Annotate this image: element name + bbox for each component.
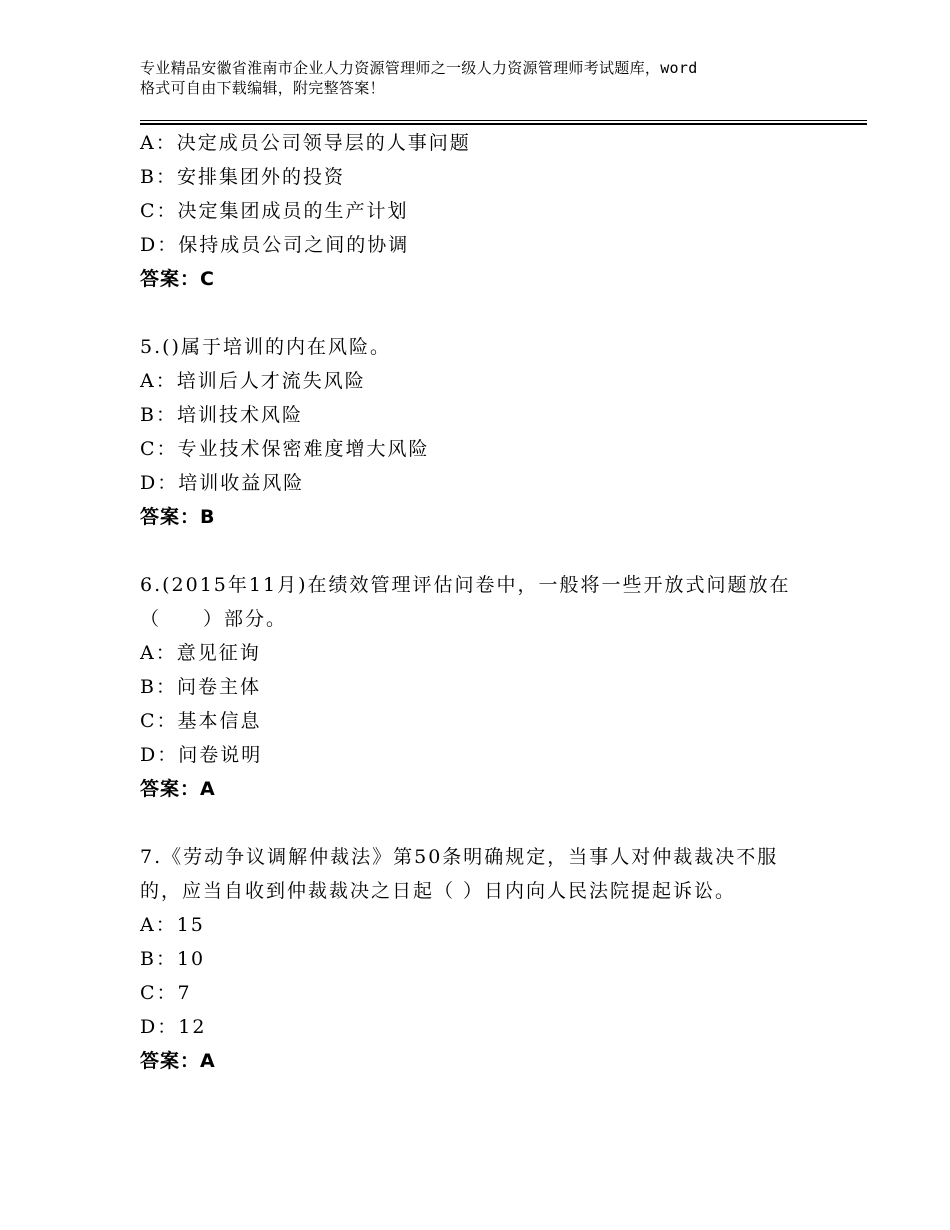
option-c: C：7: [140, 982, 192, 1004]
question-stem: 5.()属于培训的内在风险。: [140, 336, 391, 358]
answer-label: 答案：C: [140, 268, 215, 290]
option-c: C：基本信息: [140, 710, 262, 732]
option-c: C：专业技术保密难度增大风险: [140, 438, 430, 460]
option-b: B：安排集团外的投资: [140, 166, 345, 188]
header-divider: [140, 120, 867, 125]
option-d: D：培训收益风险: [140, 472, 305, 494]
header-title-line2: 格式可自由下载编辑，附完整答案！: [140, 79, 385, 97]
question-stem-line1: 7.《劳动争议调解仲裁法》第50条明确规定，当事人对仲裁裁决不服: [140, 846, 779, 868]
option-d: D：12: [140, 1016, 207, 1038]
header-title-line1: 专业精品安徽省淮南市企业人力资源管理师之一级人力资源管理师考试题库，word: [140, 59, 698, 77]
option-b: B：培训技术风险: [140, 404, 303, 426]
option-a: A：培训后人才流失风险: [140, 370, 366, 392]
answer-label: 答案：B: [140, 506, 216, 528]
question-stem-line2: 的，应当自收到仲裁裁决之日起（ ）日内向人民法院提起诉讼。: [140, 880, 737, 902]
document-header: [140, 58, 830, 98]
question-block-prev: [140, 126, 840, 296]
question-stem-line1: 6.(2015年11月)在绩效管理评估问卷中，一般将一些开放式问题放在: [140, 574, 791, 596]
spacer: [140, 296, 840, 330]
option-b: B：问卷主体: [140, 676, 261, 698]
option-a: A：意见征询: [140, 642, 261, 664]
option-c: C：决定集团成员的生产计划: [140, 200, 409, 222]
answer-label: 答案：A: [140, 778, 216, 800]
spacer: [140, 806, 840, 840]
answer-label: 答案：A: [140, 1050, 216, 1072]
question-list: [140, 126, 840, 1078]
question-stem-line2: （ ）部分。: [140, 608, 288, 630]
spacer: [140, 534, 840, 568]
question-block-5: [140, 330, 840, 534]
option-a: A：决定成员公司领导层的人事问题: [140, 132, 471, 154]
option-a: A：15: [140, 914, 205, 936]
option-b: B：10: [140, 948, 206, 970]
option-d: D：问卷说明: [140, 744, 263, 766]
question-block-6: [140, 568, 840, 806]
question-block-7: [140, 840, 840, 1078]
option-d: D：保持成员公司之间的协调: [140, 234, 410, 256]
